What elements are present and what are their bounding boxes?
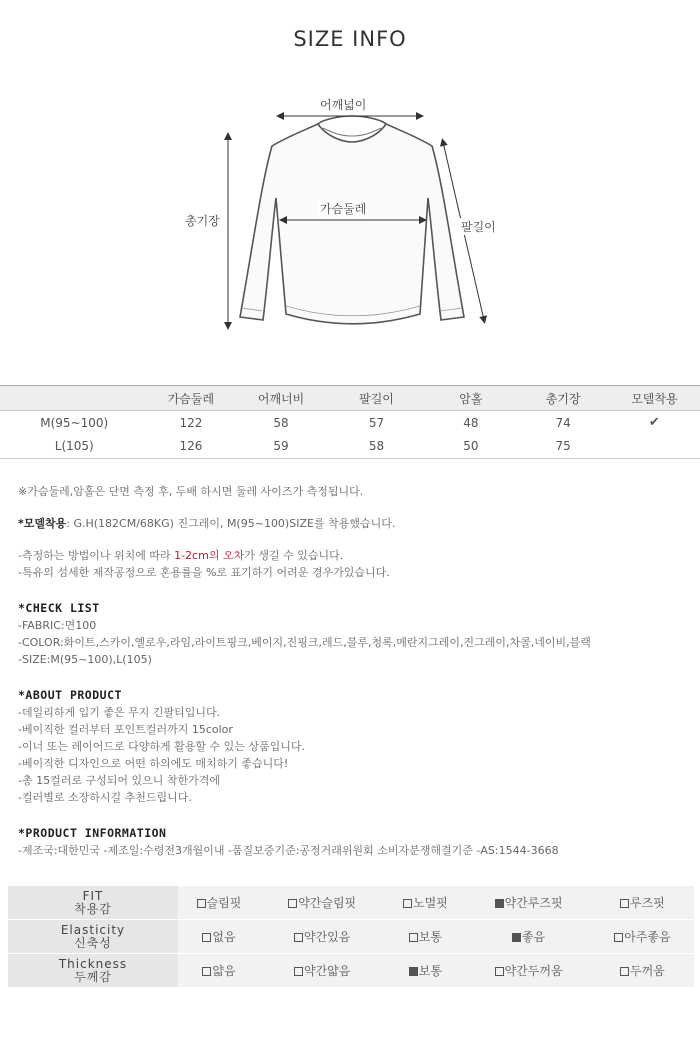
model-check-icon: ✔	[648, 415, 660, 431]
option-label: 없음	[212, 930, 236, 944]
thickness-title-en: Thickness	[58, 956, 128, 971]
shirt-neckline	[318, 116, 386, 124]
header-size	[0, 386, 148, 411]
option-label: 약간루즈핏	[504, 896, 563, 910]
option-label: 약간있음	[303, 930, 351, 944]
thickness-option	[591, 954, 694, 988]
chest-cell: 122	[179, 415, 203, 430]
about-product-heading: *ABOUT PRODUCT	[18, 688, 122, 702]
header-model: 모델착용	[609, 386, 700, 411]
elasticity-option	[591, 920, 694, 954]
product-information-text: -제조국:대한민국 -제조일:수령전3개월이내 -품질보증기준:공정거래위원회 소비자분쟁해결기준 -AS:1544-3668	[18, 844, 559, 857]
thickness-row-title	[8, 954, 178, 988]
size-cell: L(105)	[0, 435, 148, 459]
chest-label: 가슴둘레	[320, 202, 367, 216]
checkbox-icon	[288, 899, 297, 908]
fit-title-en: FIT	[82, 888, 104, 903]
armhole-cell: 48	[463, 415, 479, 430]
list-item: -베이직한 컬러부터 포인트컬러까지 15color	[18, 723, 233, 736]
error-note	[18, 547, 688, 564]
option-label: 얇음	[212, 964, 236, 978]
checkbox-icon	[294, 967, 303, 976]
thickness-title-ko: 두께감	[74, 969, 112, 984]
error-note-pre: -측정하는 방법이나 위치에 따라	[18, 549, 175, 562]
option-label: 노멀핏	[412, 896, 448, 910]
model-note	[18, 515, 688, 532]
size-diagram	[0, 80, 700, 350]
checkbox-icon	[620, 967, 629, 976]
elasticity-option	[178, 920, 260, 954]
option-label: 약간두꺼움	[504, 964, 563, 978]
option-label: 보통	[418, 964, 442, 978]
option-label: 보통	[418, 930, 442, 944]
thickness-row	[8, 954, 694, 988]
list-item: -FABRIC:면100	[18, 619, 97, 632]
chest-cell: 126	[148, 435, 233, 459]
thickness-option	[466, 954, 590, 988]
option-label: 약간얇음	[303, 964, 351, 978]
checkbox-icon	[495, 967, 504, 976]
checkbox-icon	[202, 933, 211, 942]
checkbox-icon	[620, 899, 629, 908]
table-row	[0, 435, 700, 459]
length-cell: 75	[518, 435, 609, 459]
sleeve-cell: 57	[368, 415, 385, 430]
sleeve-cell: 58	[329, 435, 424, 459]
error-highlight: 1-2cm의 오차	[174, 549, 245, 562]
option-label: 슬림핏	[206, 896, 242, 910]
option-label: 루즈핏	[630, 896, 665, 910]
header-sleeve: 팔길이	[329, 386, 424, 411]
length-label: 총기장	[185, 214, 220, 228]
check-list-heading: *CHECK LIST	[18, 601, 100, 615]
checkbox-icon	[614, 933, 623, 942]
product-notes	[18, 483, 688, 859]
size-table	[0, 385, 700, 459]
armhole-cell: 50	[424, 435, 517, 459]
fit-option	[384, 886, 466, 920]
elasticity-option-selected	[466, 920, 590, 954]
elasticity-title-ko: 신축성	[74, 935, 112, 950]
fit-title-ko: 착용감	[74, 901, 112, 916]
elasticity-row-title	[8, 920, 178, 954]
shoulder-cell: 59	[233, 435, 328, 459]
elasticity-title-en: Elasticity	[60, 922, 126, 937]
option-label: 두꺼움	[630, 964, 665, 978]
blend-note: -특유의 섬세한 제작공정으로 혼용률을 %로 표기하기 어려운 경우가있습니다.	[18, 566, 390, 579]
error-note-post: 가 생길 수 있습니다.	[244, 549, 344, 562]
thickness-option	[178, 954, 260, 988]
elasticity-option	[384, 920, 466, 954]
elasticity-row	[8, 920, 694, 954]
option-label: 좋음	[521, 930, 546, 944]
fit-option	[591, 886, 694, 920]
checkbox-icon	[197, 899, 206, 908]
size-table-header	[0, 386, 700, 411]
header-armhole: 암홀	[424, 386, 517, 411]
option-label: 아주좋음	[624, 930, 671, 944]
measure-note: ※가슴둘레,암홀은 단면 측정 후, 두배 하시면 둘레 사이즈가 측정됩니다.	[18, 485, 364, 498]
model-label: *모델착용	[18, 517, 67, 530]
checked-box-icon	[512, 933, 521, 942]
thickness-option	[260, 954, 384, 988]
fit-row-title	[8, 886, 178, 920]
fit-row	[8, 886, 694, 920]
length-cell: 74	[555, 415, 571, 430]
fit-option	[260, 886, 384, 920]
header-length: 총기장	[518, 386, 609, 411]
checkbox-icon	[294, 933, 303, 942]
list-item: -총 15컬러로 구성되어 있으니 착한가격에	[18, 774, 220, 787]
thickness-option-selected	[384, 954, 466, 988]
option-label: 약간슬림핏	[298, 896, 357, 910]
shoulder-cell: 58	[273, 415, 289, 430]
list-item: -SIZE:M(95~100),L(105)	[18, 653, 152, 666]
model-text: : G.H(182CM/68KG) 진그레이, M(95~100)SIZE를 착용했습니다.	[66, 517, 396, 530]
elasticity-option	[260, 920, 384, 954]
checkbox-icon	[202, 967, 211, 976]
page-title: SIZE INFO	[293, 27, 407, 51]
fit-option-selected	[466, 886, 590, 920]
list-item: -베이직한 디자인으로 어떤 하의에도 매치하기 좋습니다!	[18, 757, 289, 770]
table-row	[0, 411, 700, 435]
list-item: -이너 또는 레이어드로 다양하게 활용할 수 있는 상품입니다.	[18, 740, 305, 753]
checkbox-icon	[409, 933, 418, 942]
product-information-heading: *PRODUCT INFORMATION	[18, 826, 167, 840]
shoulder-label: 어깨넓이	[320, 98, 367, 112]
header-shoulder: 어깨너비	[233, 386, 328, 411]
list-item: -COLOR:화이트,스카이,옐로우,라임,라이트핑크,베이지,진핑크,레드,블루,청록,메란지그레이,진그레이,차콜,네이비,블랙	[18, 636, 591, 649]
size-cell: M(95~100)	[40, 415, 109, 430]
sleeve-label: 팔길이	[461, 220, 496, 234]
checked-box-icon	[495, 899, 504, 908]
header-chest: 가슴둘레	[148, 386, 233, 411]
checked-box-icon	[409, 967, 418, 976]
fit-table	[8, 886, 694, 988]
list-item: -데일리하게 입기 좋은 무지 긴팔티입니다.	[18, 706, 221, 719]
checkbox-icon	[403, 899, 412, 908]
model-cell	[609, 435, 700, 459]
list-item: -컬러별로 소장하시길 추천드립니다.	[18, 791, 192, 804]
shirt-outline	[240, 124, 464, 324]
fit-option	[178, 886, 260, 920]
